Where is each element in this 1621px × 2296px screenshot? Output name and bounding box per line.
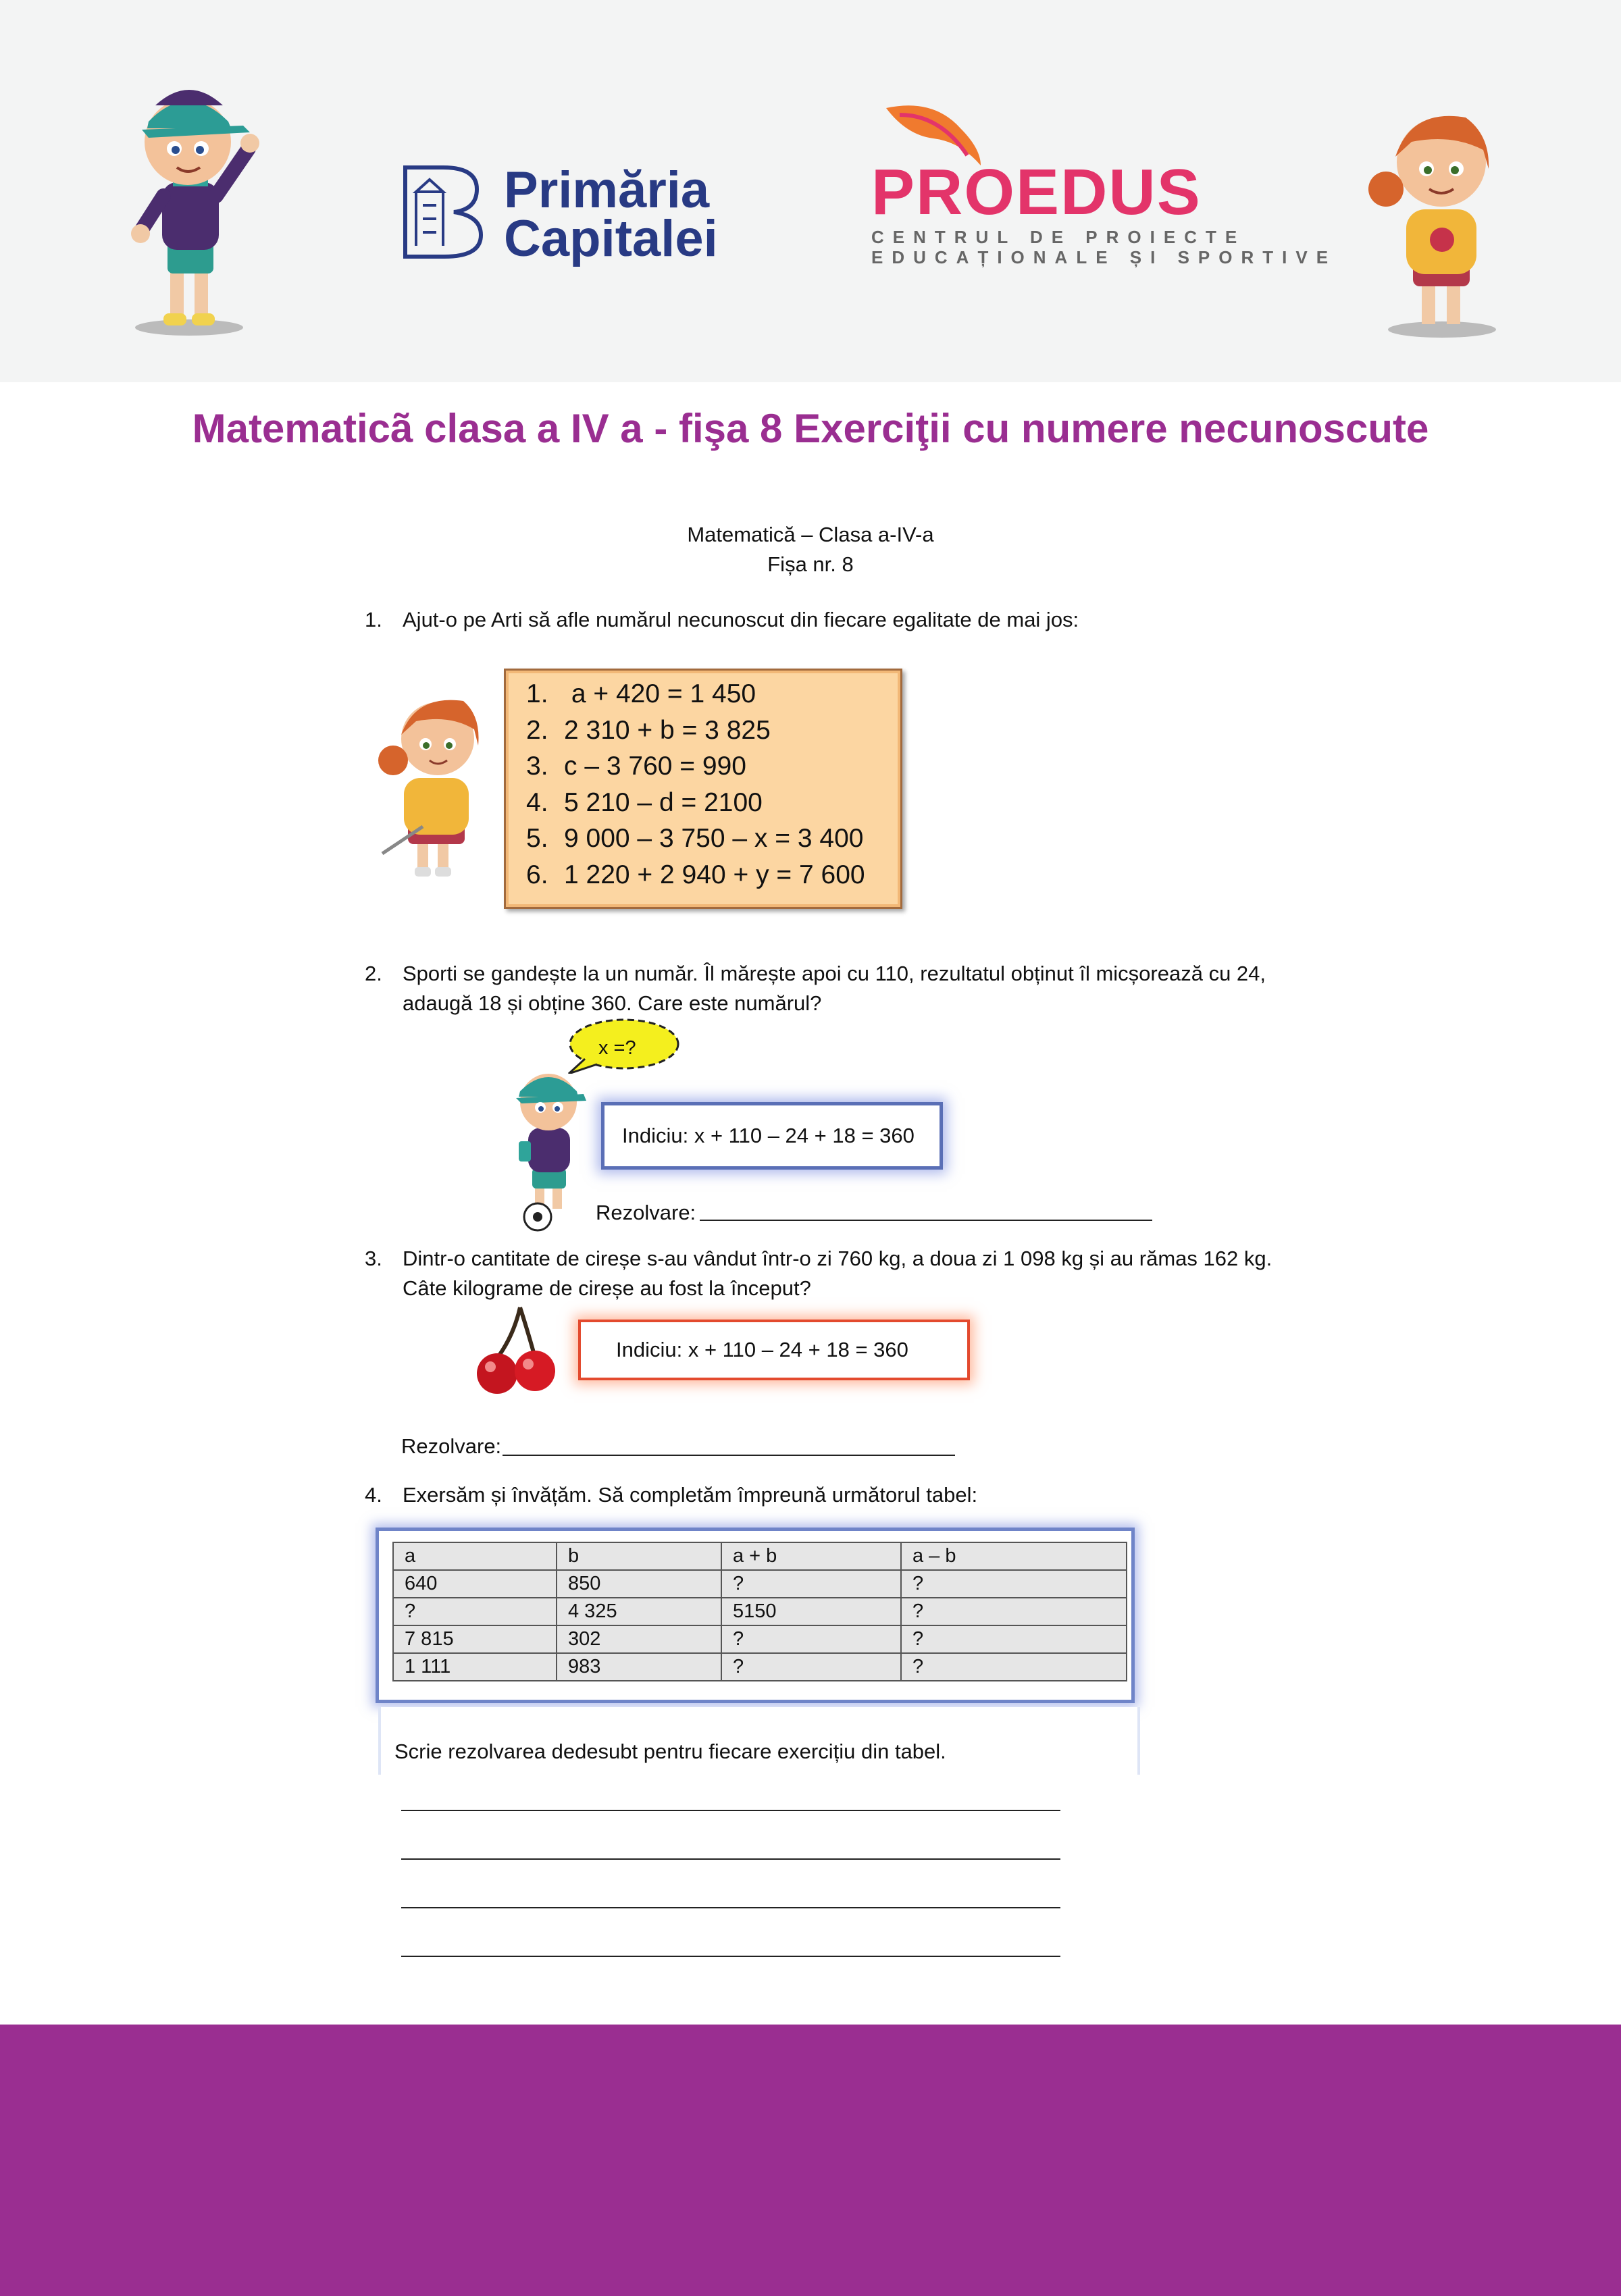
ex2-hint-text: Indiciu: x + 110 – 24 + 18 = 360 [622, 1124, 915, 1147]
doc-sheet-number: Fișa nr. 8 [767, 552, 854, 576]
ex2-line2: adaugă 18 și obține 360. Care este numărul? [403, 991, 822, 1015]
ex3-rezolvare-label: Rezolvare: [401, 1434, 502, 1458]
ex3-line1: Dintr-o cantitate de cireșe s-au vândut într-o zi 760 kg, a doua zi 1 098 kg și au rămas 162 kg. [403, 1247, 1272, 1270]
table-cell: ? [721, 1570, 901, 1598]
proedus-wordmark: PROEDUS [871, 156, 1202, 228]
table-cell: 302 [557, 1625, 721, 1653]
equation-item: 5. 9 000 – 3 750 – x = 3 400 [526, 824, 864, 853]
table-header-cell: a – b [901, 1542, 1127, 1570]
boy-mascot-illustration [115, 68, 263, 344]
equation-item: 3. c – 3 760 = 990 [526, 752, 746, 781]
table-cell: 983 [557, 1653, 721, 1681]
header-banner [0, 0, 1621, 382]
bubble-text: x =? [598, 1037, 636, 1059]
ex2-line1: Sporti se gandește la un număr. Îl mărește apoi cu 110, rezultatul obținut îl micșorează cu 24, [403, 962, 1266, 985]
ex4-table-frame [376, 1528, 1135, 1703]
table-cell: ? [901, 1598, 1127, 1625]
table-header-cell: a + b [721, 1542, 901, 1570]
table-cell: 5150 [721, 1598, 901, 1625]
answer-line[interactable] [401, 1907, 1060, 1908]
primaria-line2: Capitalei [504, 210, 718, 267]
doc-subject-line: Matematică – Clasa a-IV-a [687, 523, 934, 546]
ex4-instruction: Scrie rezolvarea dedesubt pentru fiecare exercițiu din tabel. [394, 1740, 946, 1763]
ex3-number: 3. [365, 1247, 382, 1270]
ex2-hint-box [601, 1102, 943, 1170]
table-row [393, 1570, 1127, 1598]
table-cell: 1 111 [393, 1653, 557, 1681]
ex2-number: 2. [365, 962, 382, 985]
proedus-subtitle-1: CENTRUL DE PROIECTE [871, 227, 1246, 247]
table-cell: ? [901, 1625, 1127, 1653]
equations-box [504, 669, 902, 909]
equation-item: 2. 2 310 + b = 3 825 [526, 715, 771, 745]
equation-item: 1. a + 420 = 1 450 [526, 679, 756, 708]
primaria-capitalei-logo [403, 161, 727, 267]
table-cell: 7 815 [393, 1625, 557, 1653]
answer-line[interactable] [401, 1858, 1060, 1860]
ex2-rezolvare-label: Rezolvare: [596, 1201, 696, 1224]
equation-item: 6. 1 220 + 2 940 + y = 7 600 [526, 860, 865, 889]
ex3-line2: Câte kilograme de cireșe au fost la început? [403, 1276, 811, 1300]
ex3-answer-line[interactable] [503, 1455, 955, 1456]
proedus-subtitle-2: EDUCAȚIONALE ȘI SPORTIVE [871, 247, 1337, 267]
page-title: Matematicã clasa a IV a - fişa 8 Exerciţii cu numere necunoscute [192, 406, 1429, 451]
primaria-line1: Primăria [504, 161, 710, 219]
ex3-hint-box [578, 1320, 970, 1380]
girl-mascot-illustration [1351, 101, 1513, 344]
cherries-icon [473, 1303, 561, 1398]
primaria-b-emblem-icon [403, 165, 484, 259]
ex2-answer-line[interactable] [700, 1220, 1152, 1221]
ex1-text: Ajut-o pe Arti să afle numărul necunoscut din fiecare egalitate de mai jos: [403, 608, 1079, 631]
table-header-cell: a [393, 1542, 557, 1570]
answer-line[interactable] [401, 1810, 1060, 1811]
ex3-hint-text: Indiciu: x + 110 – 24 + 18 = 360 [616, 1338, 908, 1361]
table-cell: 4 325 [557, 1598, 721, 1625]
footer-band [0, 2025, 1621, 2296]
table-row [393, 1625, 1127, 1653]
table-row [393, 1653, 1127, 1681]
equation-item: 4. 5 210 – d = 2100 [526, 787, 763, 817]
equations-list [506, 671, 900, 893]
table-cell: ? [721, 1625, 901, 1653]
proedus-logo [871, 101, 1337, 270]
table-cell: ? [901, 1653, 1127, 1681]
girl-with-pencil-illustration [376, 685, 497, 881]
table-row [393, 1598, 1127, 1625]
table-cell: ? [901, 1570, 1127, 1598]
table-cell: 640 [393, 1570, 557, 1598]
ex4-number: 4. [365, 1483, 382, 1507]
table-header-cell: b [557, 1542, 721, 1570]
boy-with-ball-illustration [505, 1060, 594, 1232]
table-cell: 850 [557, 1570, 721, 1598]
answer-line[interactable] [401, 1956, 1060, 1957]
table-cell: ? [393, 1598, 557, 1625]
ex4-table [392, 1542, 1127, 1681]
ex1-number: 1. [365, 608, 382, 631]
table-cell: ? [721, 1653, 901, 1681]
table-header-row [393, 1542, 1127, 1570]
ex4-text: Exersăm și învățăm. Să completăm împreună următorul tabel: [403, 1483, 978, 1507]
